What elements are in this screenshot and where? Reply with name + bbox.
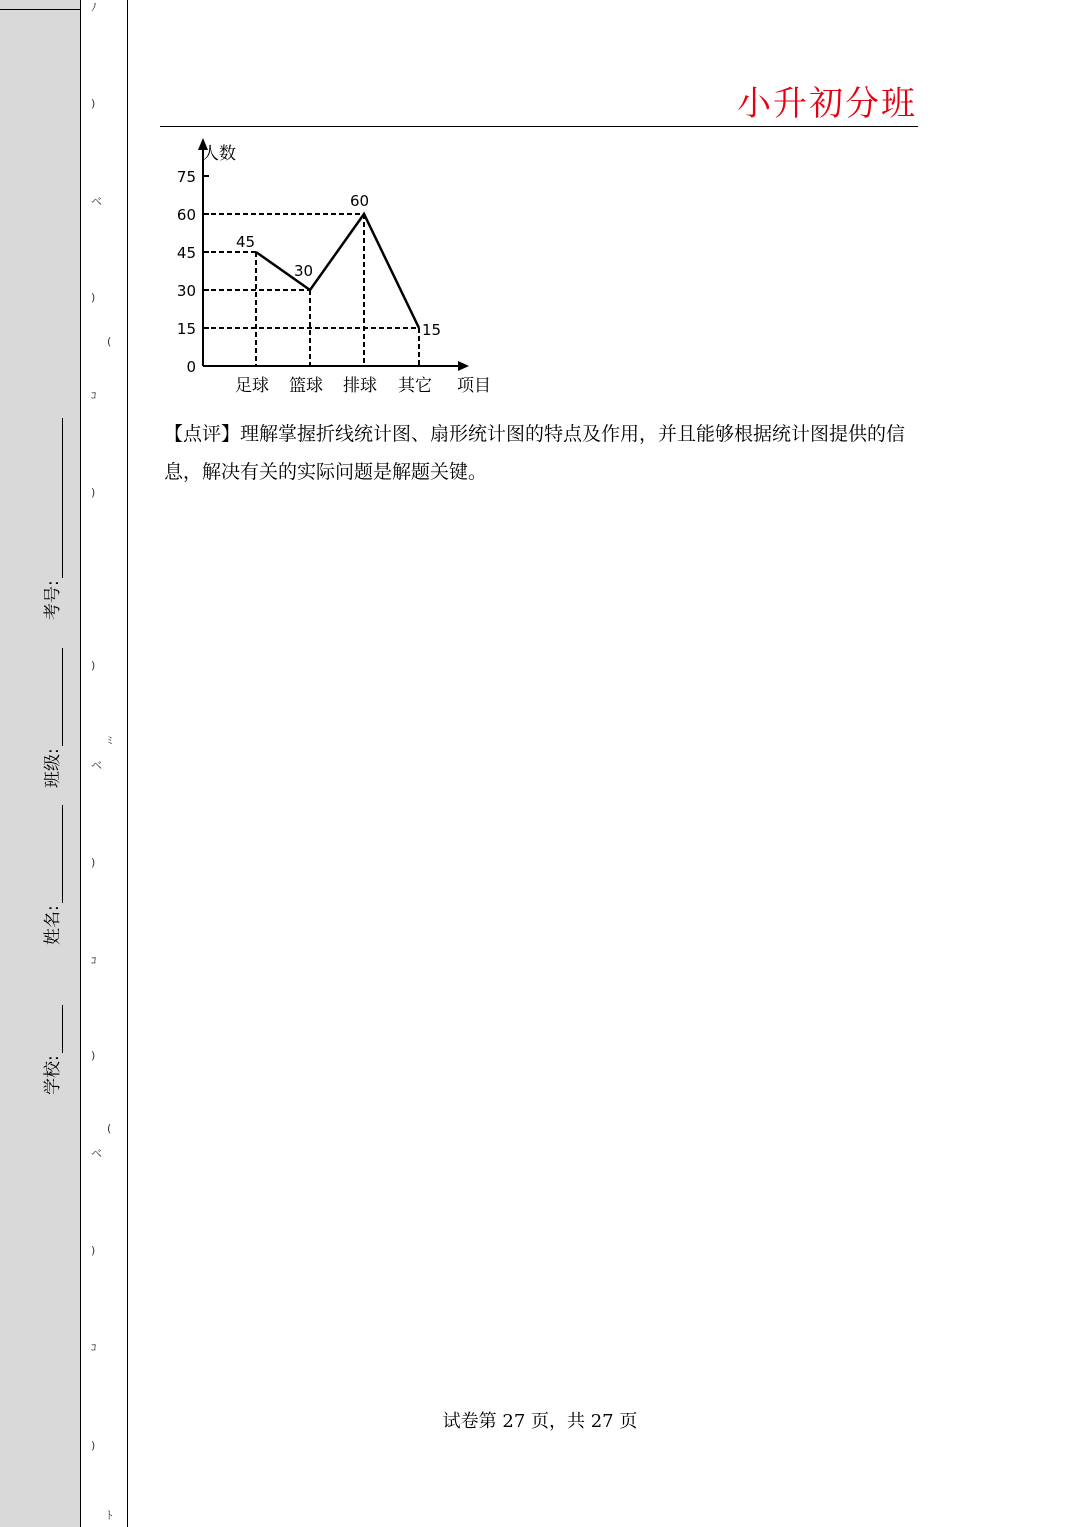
x-axis-arrow [458,361,469,371]
binding-mark: ) [91,1439,96,1452]
binding-mark: ｺ [91,1341,97,1354]
binding-mark: ) [91,1244,96,1257]
category-label: 其它 [398,376,432,396]
y-tick-label: 30 [176,282,196,300]
class-field [38,648,63,788]
category-label: 排球 [343,376,377,396]
y-tick-label: 75 [176,168,196,186]
y-tick-label: 15 [176,320,196,338]
binding-mark: ﾉ [91,1,97,14]
class-blank [44,648,63,746]
y-tick-label: 60 [176,206,196,224]
binding-mark: ) [91,659,96,672]
binding-mark: ( [107,335,112,348]
gutter-top-rule [0,9,80,10]
school-blank [44,1005,63,1053]
school-label: 学校: [43,1055,63,1095]
x-axis-title: 项目 [457,376,491,396]
page-footer [0,1407,1080,1433]
data-label: 30 [294,262,314,280]
binding-mark: ベ [91,195,102,208]
school-field [38,1005,63,1095]
binding-mark: ｺ [91,954,97,967]
data-label: 60 [350,192,370,210]
category-label: 篮球 [289,376,323,396]
binding-mark: ﾄ [107,1509,113,1522]
y-tick-label: 45 [176,244,196,262]
line-chart [160,130,520,400]
name-label: 姓名: [43,905,63,945]
number-label: 考号: [43,580,63,620]
class-label: 班级: [43,748,63,788]
name-blank [44,805,63,903]
page-number-text: 试卷第 27 页，共 27 页 [442,1411,638,1432]
number-blank [44,418,63,578]
series-line [256,214,419,328]
binding-mark: ) [91,1049,96,1062]
category-label: 足球 [235,376,269,396]
header-rule [160,126,918,127]
binding-mark: ) [91,856,96,869]
page-header-title: 小升初分班 [737,84,917,124]
binding-mark: ) [91,97,96,110]
binding-mark: ) [91,291,96,304]
binding-mark: ( [107,1122,112,1135]
binding-gutter [0,0,81,1527]
number-field [38,418,63,620]
binding-mark: ベ [91,1147,102,1160]
binding-mark: ｺ [91,389,97,402]
binding-line-strip [81,0,128,1527]
y-tick-label: 0 [186,358,196,376]
data-label: 45 [236,233,256,251]
name-field [38,805,63,945]
data-label: 15 [422,321,442,339]
comment-paragraph: 【点评】理解掌握折线统计图、扇形统计图的特点及作用，并且能够根据统计图提供的信息，解决有关的实际问题是解题关键。 [164,423,906,483]
binding-mark: ﾐ [107,734,113,747]
binding-mark: ) [91,486,96,499]
binding-mark: ベ [91,759,102,772]
y-axis-title: 人数 [202,144,236,164]
